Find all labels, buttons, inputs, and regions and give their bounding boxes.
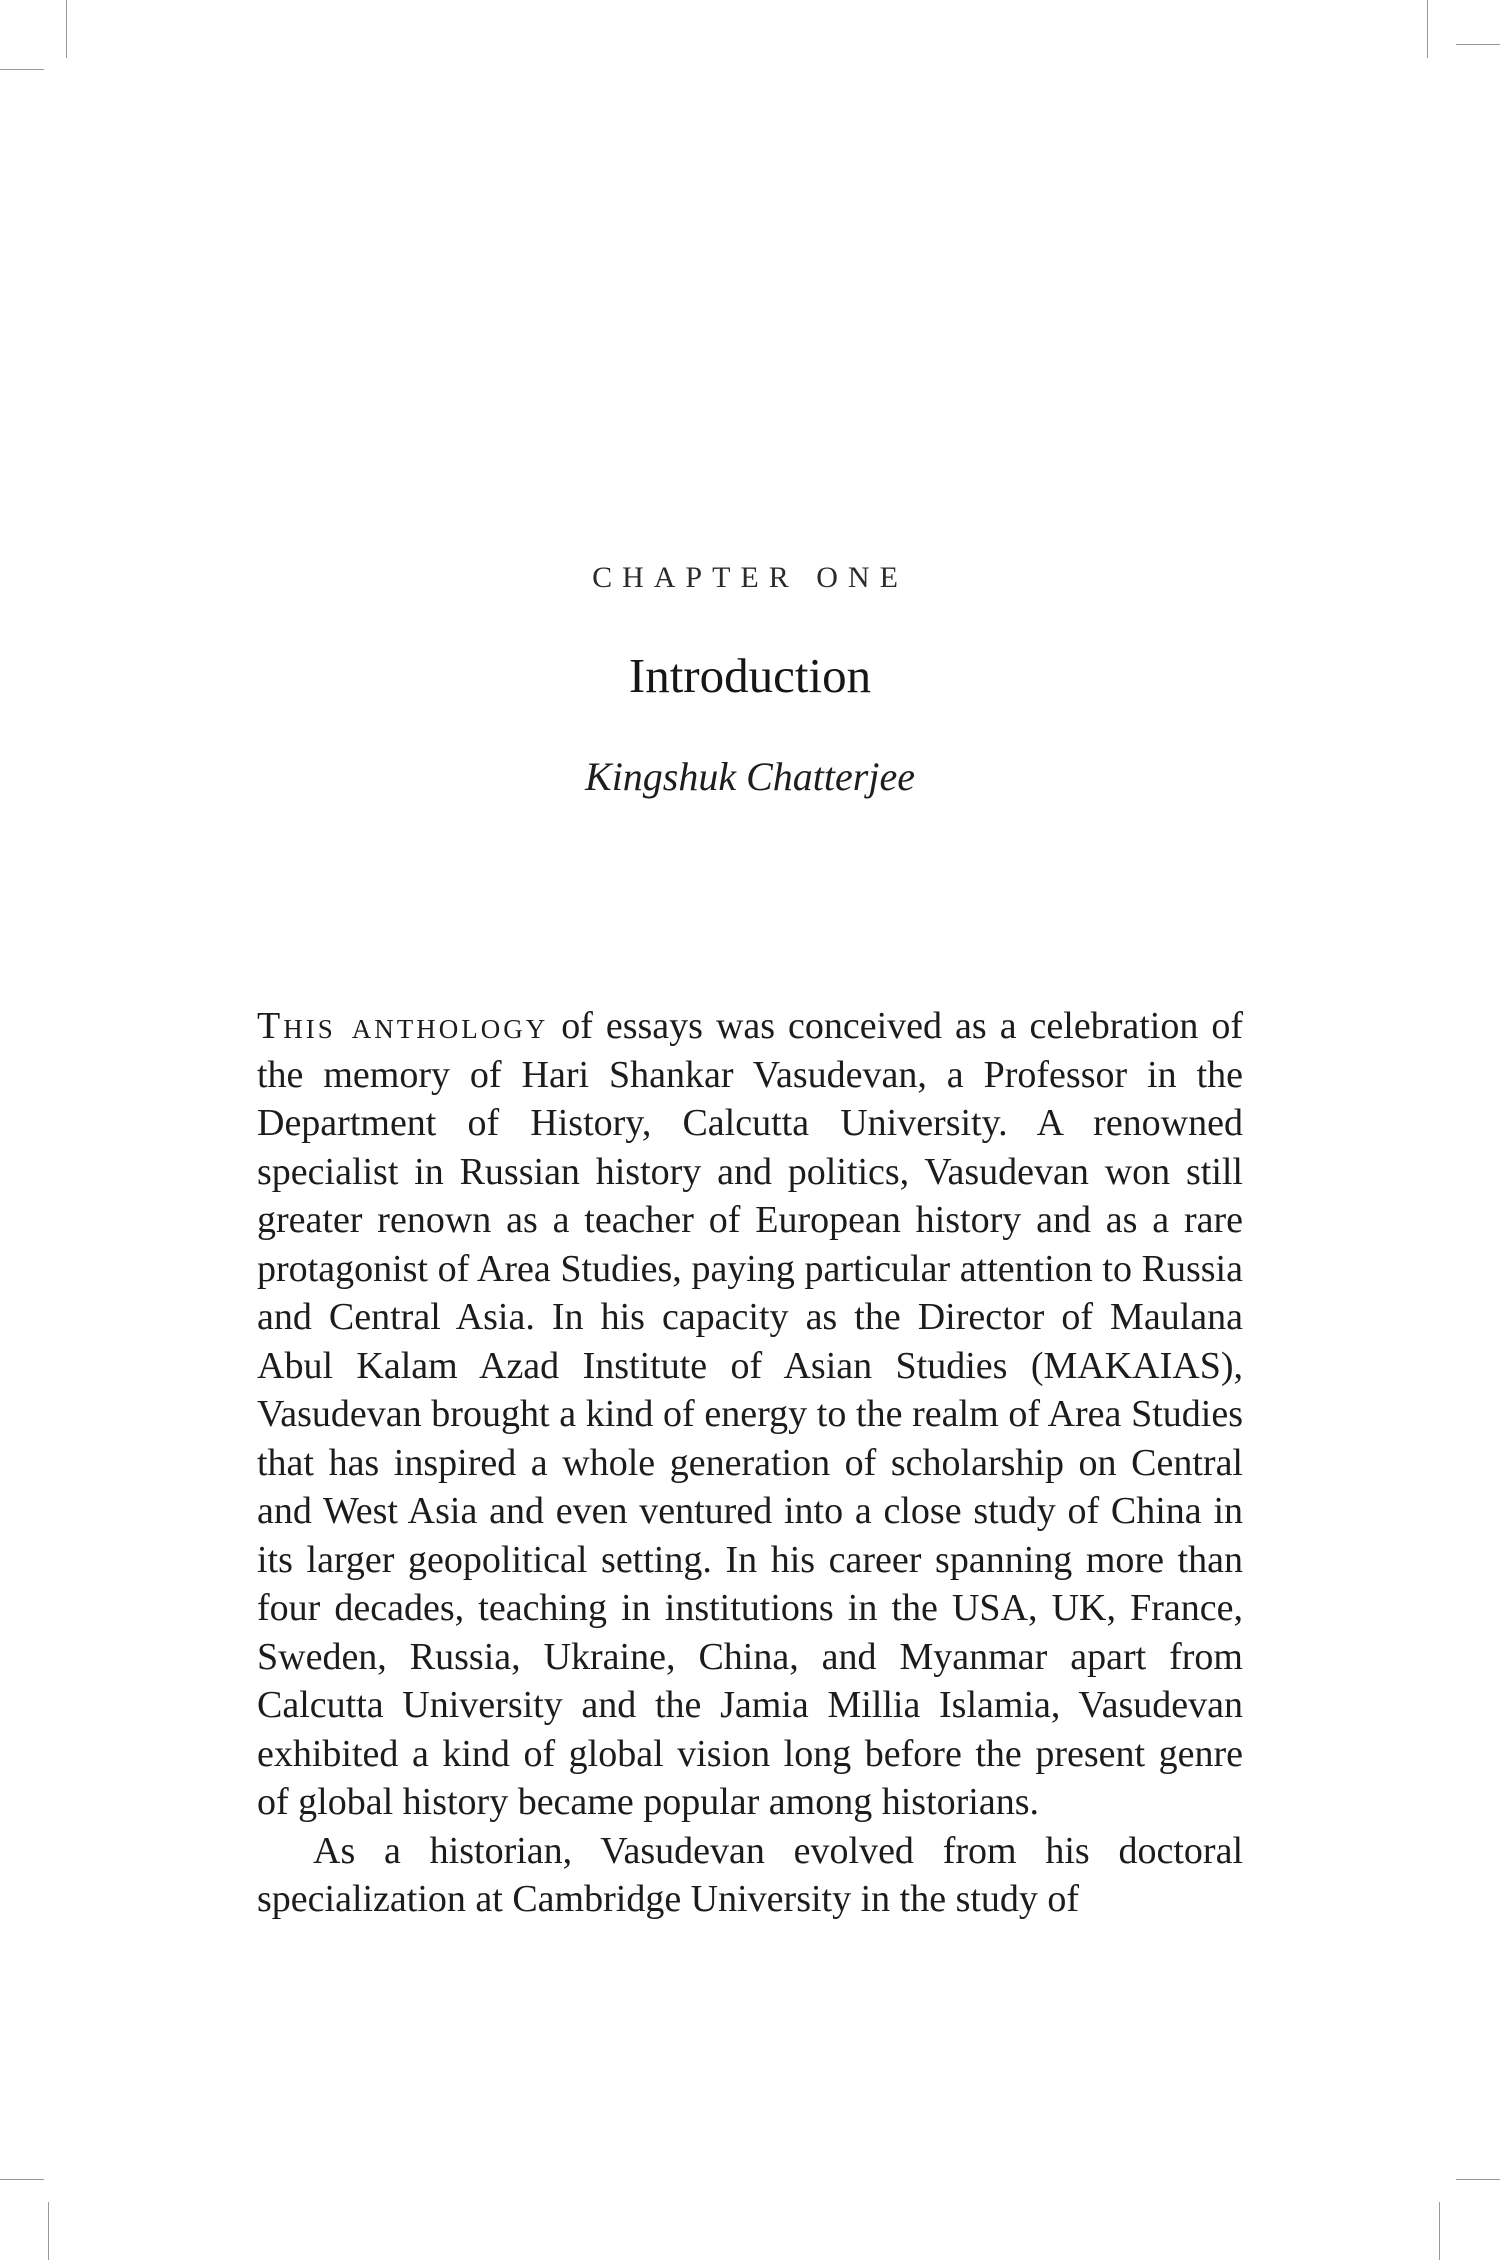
- paragraph-opening: [257, 1002, 1243, 1827]
- crop-mark-top-right-horizontal: [1456, 44, 1500, 45]
- crop-mark-top-right-vertical: [1427, 0, 1428, 58]
- page-content: [257, 0, 1243, 1924]
- crop-mark-bottom-right-horizontal: [1456, 2179, 1500, 2180]
- crop-mark-bottom-left-horizontal: [0, 2179, 44, 2180]
- crop-mark-top-left-horizontal: [0, 69, 44, 70]
- paragraph-opening-text: of essays was conceived as a celebration of the memory of Hari Shankar Vasudevan, a Professor in the Department of History, Calcutta University. A renowned specialist in Russian history and politics, Vasudevan won still greater renown as a teacher of European history and as a rare protagonist of Area Studies, paying particular attention to Russia and Central Asia. In his capacity as the Director of Maulana Abul Kalam Azad Institute of Asian Studies (MAKAIAS), Vasudevan brought a kind of energy to the realm of Area Studies that has inspired a whole generation of scholarship on Central and West Asia and even ventured into a close study of China in its larger geopolitical setting. In his career spanning more than four decades, teaching in institutions in the USA, UK, France, Sweden, Russia, Ukraine, China, and Myanmar apart from Calcutta University and the Jamia Millia Islamia, Vasudevan exhibited a kind of global vision long before the present genre of global history became popular among historians.: [257, 1005, 1243, 1823]
- opening-smallcaps-lead: This anthology: [257, 1005, 549, 1047]
- crop-mark-top-left-vertical: [66, 0, 67, 58]
- chapter-title: Introduction: [628, 648, 872, 703]
- paragraph-second-text: As a historian, Vasudevan evolved from his doctoral specialization at Cambridge University in the study of: [257, 1829, 1243, 1920]
- chapter-label: CHAPTER ONE: [592, 561, 908, 594]
- crop-mark-bottom-left-vertical: [48, 2202, 49, 2260]
- paragraph-second: [257, 1827, 1243, 1924]
- author-name: Kingshuk Chatterjee: [585, 754, 915, 799]
- crop-mark-bottom-right-vertical: [1439, 2202, 1440, 2260]
